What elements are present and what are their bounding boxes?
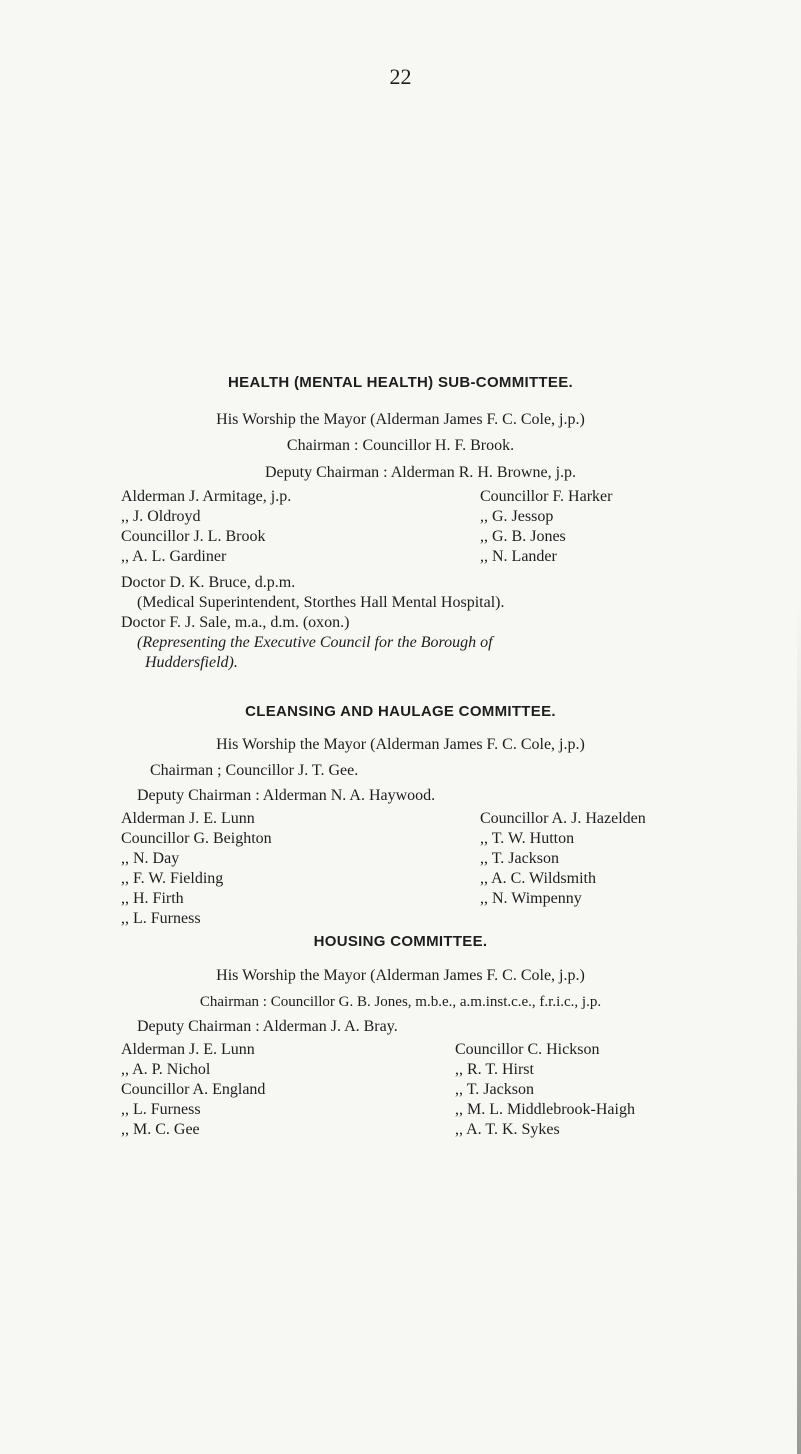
cleansing-heading: CLEANSING AND HAULAGE COMMITTEE.	[245, 703, 556, 720]
housing-mayor: His Worship the Mayor (Alderman James F. C. Cole, j.p.)	[216, 967, 585, 984]
member: ,, J. Oldroyd	[121, 508, 201, 525]
page-edge-shadow	[797, 600, 801, 1454]
member: ,, T. Jackson	[455, 1081, 534, 1098]
housing-deputy: Deputy Chairman : Alderman J. A. Bray.	[137, 1018, 398, 1035]
member: ,, A. C. Wildsmith	[480, 870, 596, 887]
health-doctor-bruce-note: (Medical Superintendent, Storthes Hall Mental Hospital).	[137, 594, 505, 611]
housing-chairman: Chairman : Councillor G. B. Jones, m.b.e., a.m.inst.c.e., f.r.i.c., j.p.	[199, 994, 602, 1010]
member: ,, T. Jackson	[480, 850, 559, 867]
member: ,, T. W. Hutton	[480, 830, 575, 847]
cleansing-members-right	[480, 809, 646, 909]
cleansing-members-left	[121, 809, 272, 929]
health-members-right	[480, 487, 612, 567]
page-number: 22	[389, 64, 412, 89]
member: ,, N. Day	[121, 850, 180, 867]
member: ,, G. B. Jones	[480, 528, 566, 545]
member: Councillor A. England	[121, 1081, 266, 1098]
member: Councillor A. J. Hazelden	[480, 810, 646, 827]
cleansing-deputy: Deputy Chairman : Alderman N. A. Haywood.	[137, 787, 436, 804]
member: ,, L. Furness	[121, 910, 201, 927]
housing-members-right	[455, 1040, 635, 1140]
health-chairman: Chairman : Councillor H. F. Brook.	[286, 437, 515, 454]
housing-members-left	[121, 1040, 265, 1140]
member: Alderman J. Armitage, j.p.	[121, 488, 292, 505]
member: ,, M. L. Middlebrook-Haigh	[455, 1101, 635, 1118]
member: ,, M. C. Gee	[121, 1121, 200, 1138]
member: ,, L. Furness	[121, 1101, 201, 1118]
health-deputy: Deputy Chairman : Alderman R. H. Browne, j.p.	[264, 464, 577, 481]
health-members-left	[121, 487, 291, 567]
member: ,, A. T. K. Sykes	[455, 1121, 560, 1138]
health-heading: HEALTH (MENTAL HEALTH) SUB-COMMITTEE.	[228, 374, 573, 391]
health-doctor-sale-note-2: Huddersfield).	[145, 654, 238, 671]
health-mayor: His Worship the Mayor (Alderman James F. C. Cole, j.p.)	[216, 411, 585, 428]
member: Councillor G. Beighton	[121, 830, 272, 847]
member: Councillor J. L. Brook	[121, 528, 266, 545]
housing-heading: HOUSING COMMITTEE.	[313, 933, 488, 950]
health-doctor-sale: Doctor F. J. Sale, m.a., d.m. (oxon.)	[121, 614, 350, 631]
member: ,, N. Lander	[480, 548, 557, 565]
member: ,, G. Jessop	[480, 508, 554, 525]
member: Councillor F. Harker	[480, 488, 613, 505]
member: ,, F. W. Fielding	[121, 870, 224, 887]
cleansing-chairman: Chairman ; Councillor J. T. Gee.	[150, 762, 359, 779]
member: ,, A. L. Gardiner	[121, 548, 227, 565]
member: ,, A. P. Nichol	[121, 1061, 211, 1078]
member: ,, H. Firth	[121, 890, 184, 907]
cleansing-mayor: His Worship the Mayor (Alderman James F. C. Cole, j.p.)	[216, 736, 585, 753]
health-doctor-sale-note: (Representing the Executive Council for the Borough of	[137, 634, 493, 651]
member: Alderman J. E. Lunn	[121, 810, 255, 827]
member: ,, R. T. Hirst	[455, 1061, 534, 1078]
member: ,, N. Wimpenny	[480, 890, 582, 907]
member: Alderman J. E. Lunn	[121, 1041, 255, 1058]
health-doctor-bruce: Doctor D. K. Bruce, d.p.m.	[121, 574, 296, 591]
member: Councillor C. Hickson	[455, 1041, 600, 1058]
